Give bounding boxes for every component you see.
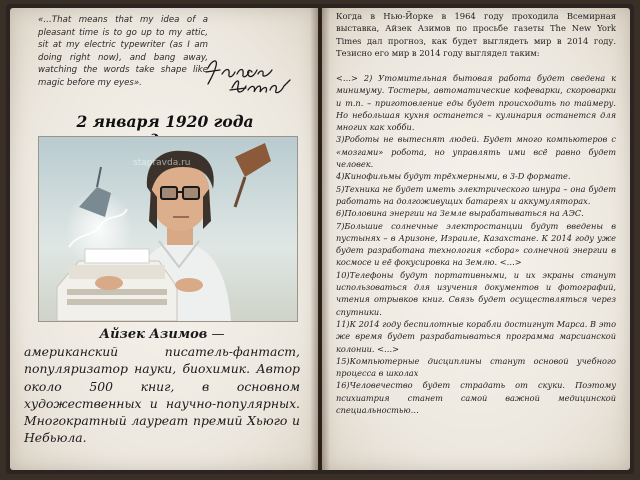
photo-image <box>39 137 297 321</box>
photo-watermark: stapravda.ru <box>133 158 191 168</box>
asimov-description <box>24 326 300 446</box>
prediction-item: 10)Телефоны будут портативными, и их экраны станут использоваться для изучения документов и фотографий, чтения отрывков книг. Связь будет осуществляться через спутники. <box>336 269 616 317</box>
prediction-item: 7)Большие солнечные электростанции будут введены в пустынях – в Аризоне, Израиле, Казахстане. К 2014 году уже будет разработана технология «сбора» солнечной энергии в космосе и её фокусировка на Землю. <…> <box>336 220 616 268</box>
name-line <box>24 326 300 343</box>
name-dash: — <box>207 327 225 342</box>
prediction-item: <…> 2) Утомительная бытовая работа будет сведена к минимуму. Тостеры, автоматические кофеварки, скороварки и т.п. – приготовление еды будет происходить по таймеру. Но небольшая кухня останется – кулинария останется для многих как хобби. <box>336 73 616 133</box>
prediction-item: 6)Половина энергии на Земле вырабатываться на АЭС. <box>336 208 584 219</box>
prediction-item: 11)К 2014 году беспилотные корабли достигнут Марса. В это же время будет разрабатываться программа марсианской колонии. <…> <box>336 318 616 354</box>
prediction-item: 4)Кинофильмы будут трёхмерными, в 3-D формате. <box>336 171 571 182</box>
intro-text: Когда в Нью-Йорке в 1964 году проходила Всемирная выставка, Айзек Азимов по просьбе газеты The New York Times дал прогноз, как будет выглядеть мир в 2014 году. Тезисно его мир в 2014 году выглядел таким: <box>336 11 616 59</box>
asimov-photo <box>38 136 298 322</box>
description-text: американский писатель-фантаст, популяризатор науки, биохимик. Автор около 500 книг, в основном художественных и научно-популярных. Многократный лауреат премий Хьюго и Небьюла. <box>24 344 300 446</box>
signature-icon <box>202 50 298 106</box>
predictions-list <box>336 72 616 416</box>
prediction-item: 5)Техника не будет иметь электрического шнура – она будет работать на долгоживущих батареях и аккумуляторах. <box>336 183 616 206</box>
prediction-item: 3)Роботы не вытеснят людей. Будет много компьютеров с «мозгами» робота, но управлять ими всё равно будет человек. <box>336 134 616 170</box>
asimov-name: Айзек Азимов <box>99 327 208 342</box>
birth-heading: 2 января 1920 года <box>76 112 254 131</box>
prediction-item: 15)Компьютерные дисциплины станут основой учебного процесса в школах <box>336 355 616 379</box>
asimov-signature <box>202 50 298 106</box>
prediction-item: 16)Человечество будет страдать от скуки. Поэтому психиатрия станет самой важной медицинской специальностью… <box>336 380 616 416</box>
asimov-quote: «…That means that my idea of a pleasant time is to go up to my attic, sit at my electric typewriter (as I am doing right now), and bang away, watching the words take shape like magic before my eyes». <box>38 15 208 88</box>
